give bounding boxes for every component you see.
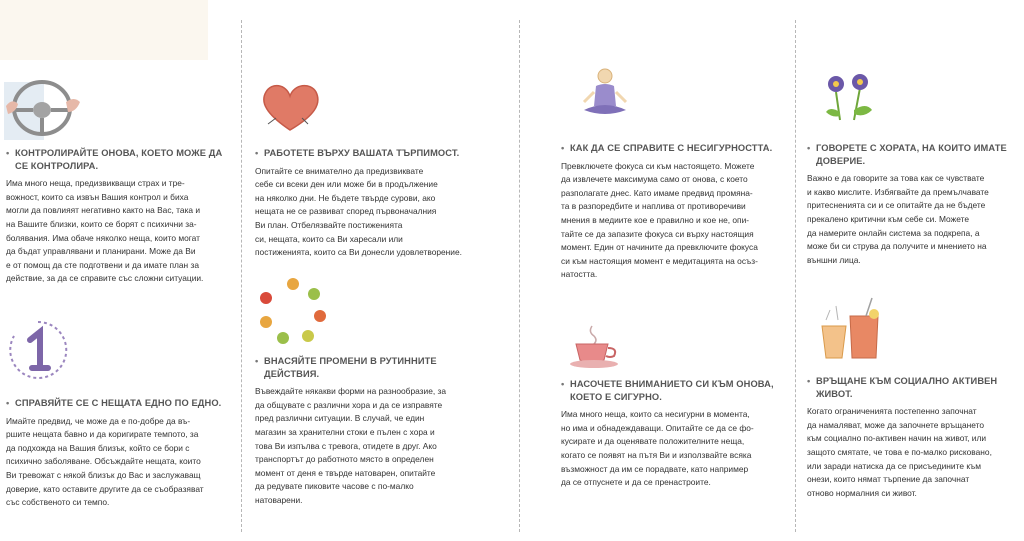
- section-block: [255, 147, 510, 260]
- section-text: Въвеждайте някакви форми на разнообразие, за да общувате с различни хора и да се изправяте пред различни ситуации. В случай, че един магазин за хранителни стоки е пълен с хора и това Ви изпълва с тревога, отидете в друг. Ако транспортът до работното място в определен момент от деня е твърде натоварен, опитайте да редувате пиковите часове с по-малко натоварени.: [255, 386, 447, 505]
- section-heading: • ВРЪЩАНЕ КЪМ СОЦИАЛНО АКТИВЕН ЖИВОТ.: [807, 375, 1022, 400]
- section-heading: • НАСОЧЕТЕ ВНИМАНИЕТО СИ КЪМ ОНОВА, КОЕТО Е СИГУРНО.: [561, 378, 791, 403]
- column-divider: [241, 20, 242, 532]
- section-text: Превключете фокуса си към настоящето. Можете да извлечете максимума само от онова, с което разполагате днес. Като имаме предвид промяна- та в разпоредбите и наплива от противоречиви мнения в медиите кое е правилно и кое не, опи- тайте се да запазите фокуса си върху настоящия момент. Един от начините да превключите фокуса си към настоящия момент е медитацията на осъз- натостта.: [561, 160, 758, 280]
- meditation-icon: [580, 66, 630, 122]
- section-heading: • РАБОТЕТЕ ВЪРХУ ВАШАТА ТЪРПИМОСТ.: [255, 147, 510, 160]
- number-one-icon: [6, 318, 70, 384]
- heart-icon: [258, 80, 322, 136]
- section-heading: • СПРАВЯЙТЕ СЕ С НЕЩАТА ЕДНО ПО ЕДНО.: [6, 397, 236, 410]
- section-block: [807, 375, 1022, 500]
- section-block: [807, 142, 1022, 267]
- apples-circle-icon: [258, 276, 328, 346]
- section-heading: • КАК ДА СЕ СПРАВИТЕ С НЕСИГУРНОСТТА.: [561, 142, 791, 155]
- section-block: [6, 147, 236, 286]
- section-heading: • ГОВОРЕТЕ С ХОРАТА, НА КОИТО ИМАТЕ ДОВЕРИЕ.: [807, 142, 1022, 167]
- section-block: [561, 378, 791, 490]
- tea-cup-icon: [566, 322, 628, 370]
- column-divider: [519, 20, 520, 532]
- section-block: [6, 397, 236, 510]
- section-text: Опитайте се внимателно да предизвиквате себе си всеки ден или може би в продължение на няколко дни. Не бъдете твърде сурови, ако нещата не се развиват според първоначалния Ви план. Отбелязвайте постиженията си, нещата, които са Ви харесали или постиженията, които са Ви донесли удовлетворение.: [255, 165, 462, 258]
- section-text: Има много неща, които са несигурни в момента, но има и обнадеждаващи. Опитайте се да се фо- кусирате и да оценявате положителните неща, когато се появят на пътя Ви и използвайте всяка възможност да им се порадвате, като например да се отпуснете и да се пренастроите.: [561, 409, 754, 488]
- column-divider: [795, 20, 796, 532]
- drinks-icon: [816, 296, 882, 364]
- section-text: Имайте предвид, че може да е по-добре да въ- ршите нещата бавно и да коригирате темпото, за да подхожда на Вашия близък, който се бори с психично заболяване. Обсъждайте нещата, които Ви тревожат с някой близък до Вас и заслужаващ доверие, като оставите другите да се съобразяват със собственото си темпо.: [6, 415, 204, 508]
- steering-wheel-icon: [4, 72, 84, 142]
- section-heading: • КОНТРОЛИРАЙТЕ ОНОВА, КОЕТО МОЖЕ ДА СЕ КОНТРОЛИРА.: [6, 147, 236, 172]
- section-text: Има много неща, предизвикващи страх и тре- вожност, които са извън Вашия контрол и биха могли да повлияят негативно както на Вас, така и на Вашите близки, които се борят с психични за- болявания. Има обаче няколко неща, които могат да бъдат управлявани и планирани. Може да Ви е от помощ да сте подготвени и да имате план за действие, за да се справите със сложни ситуации.: [6, 178, 204, 284]
- section-text: Когато ограниченията постепенно започнат да намаляват, може да започнете връщането към социално по-активен начин на живот, или защото смятате, че това е по-малко рисковано, или заради натиска да се присъедините към онези, които нямат търпение да започнат отново нормалния си живот.: [807, 406, 992, 498]
- section-text: Важно е да говорите за това как се чувствате и какво мислите. Избягвайте да премълчавате притесненията си и се опитайте да не бъдете прекалено критични към себе си. Можете да намерите онлайн система за подкрепа, а може би си струва да получите и мнението на външни лица.: [807, 173, 989, 265]
- corner-tint: [0, 0, 208, 60]
- section-block: [255, 355, 510, 508]
- section-heading: • ВНАСЯЙТЕ ПРОМЕНИ В РУТИННИТЕ ДЕЙСТВИЯ.: [255, 355, 510, 380]
- flowers-icon: [820, 72, 880, 124]
- section-block: [561, 142, 791, 282]
